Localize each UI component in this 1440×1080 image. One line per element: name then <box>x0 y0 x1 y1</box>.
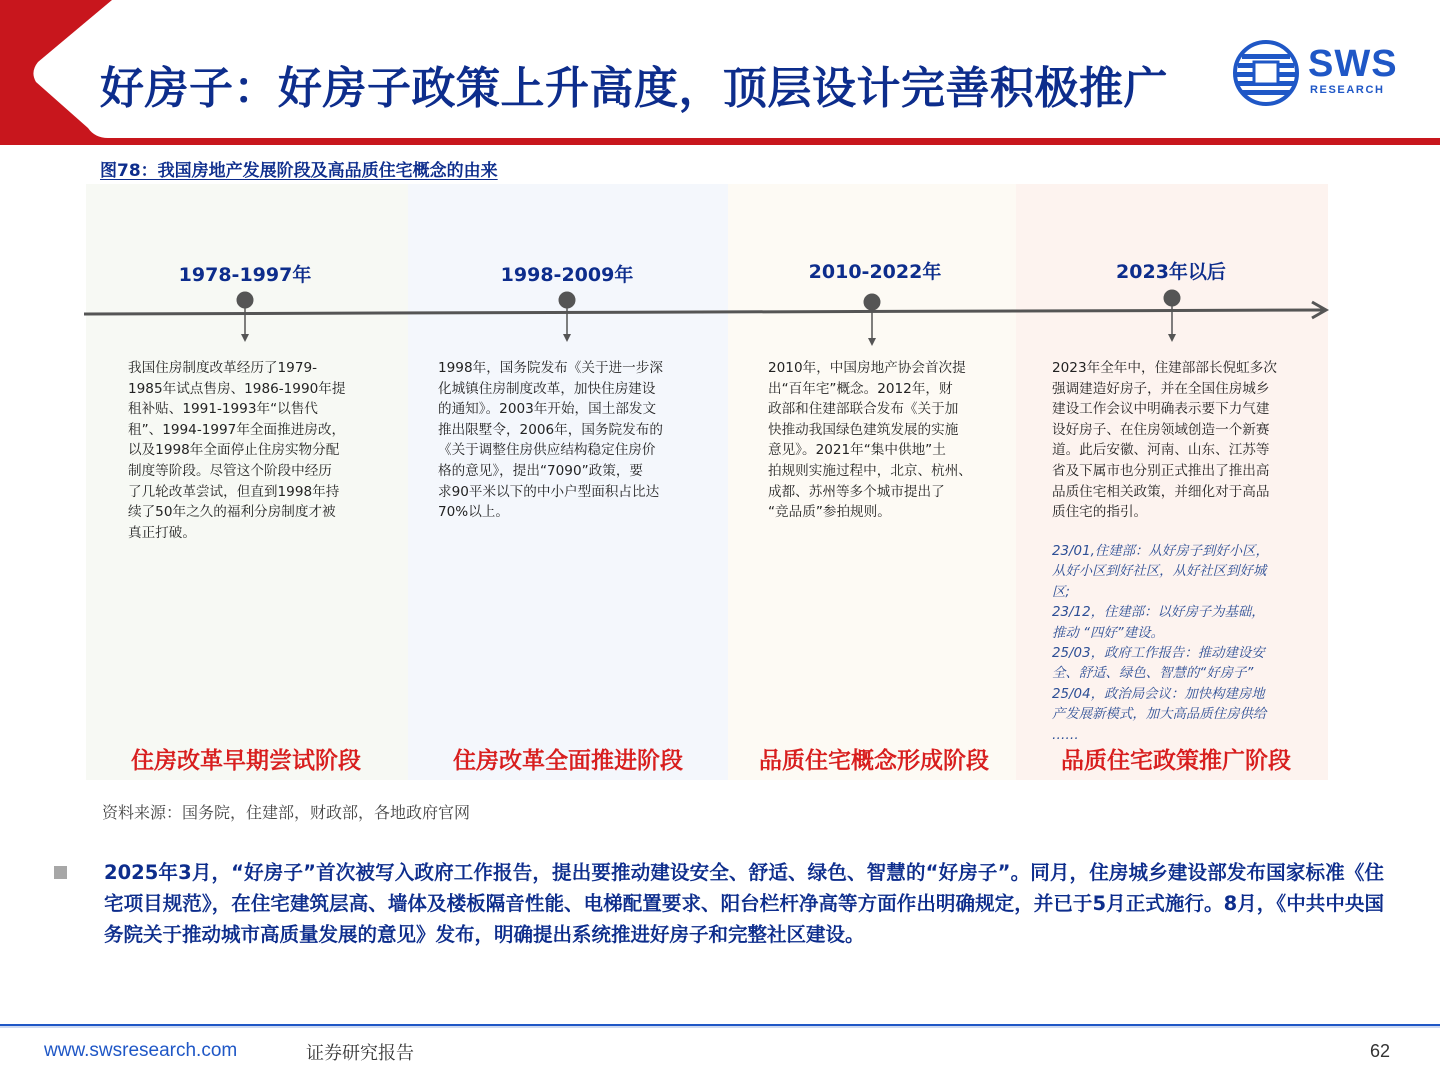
period-text-2: 1998年，国务院发布《关于进一步深 化城镇住房制度改革，加快住房建设 的通知》。2003年开始，国土部发文 推出限墅令，2006年，国务院发布的 《关于调整住房供应结构稳定住房价 格的意见》，提出“7090”政策，要 求90平米以下的中小户型面积占比达 70%以上。 <box>438 360 663 521</box>
logo-subtext: RESEARCH <box>1310 84 1385 96</box>
period-text-4: 2023年全年中，住建部部长倪虹多次 强调建造好房子，并在全国住房城乡 建设工作会议中明确表示要下力气建 设好房子、在住房领域创造一个新赛 道。此后安徽、河南、山东、江苏等 省及下属市也分别正式推出了推出高 品质住宅相关政策，并细化对于高品 质住宅的指引。 <box>1052 360 1277 521</box>
stage-label-3: 品质住宅概念形成阶段 <box>759 748 989 774</box>
period-year-4: 2023年以后 <box>1116 261 1226 283</box>
footer-divider <box>0 1024 1440 1028</box>
policy-milestones: 23/01,住建部：从好房子到好小区， 从好小区到好社区，从好社区到好城 区; 23/12，住建部：以好房子为基础， 推动 “四好”建设。 25/03，政府工作报告：推动建设安 全、舒适、绿色、智慧的“好房子” 25/04，政治局会议：加快构建房地 产发展新模式，加大高品质住房供给 …… <box>1052 544 1269 743</box>
period-year-3: 2010-2022年 <box>808 261 942 283</box>
period-text-3: 2010年，中国房地产协会首次提 出“百年宅”概念。2012年，财 政部和住建部联合发布《关于加 快推动我国绿色建筑发展的实施 意见》。2021年“集中供地”土 拍规则实施过程中，北京、杭州、 成都、苏州等多个城市提出了 “竞品质”参拍规则。 <box>768 360 972 521</box>
stage-label-1: 住房改革早期尝试阶段 <box>131 748 361 774</box>
period-text-1: 我国住房制度改革经历了1979- 1985年试点售房、1986-1990年提 租补贴、1991-1993年“以售代 租”、1994-1997年全面推进房改， 以及1998年全面停止住房实物分配 制度等阶段。尽管这个阶段中经历 了几轮改革尝试，但直到1998年持 续了50年之久的福利分房制度才被 真正打破。 <box>128 360 346 541</box>
stage-label-2: 住房改革全面推进阶段 <box>453 748 683 774</box>
period-year-1: 1978-1997年 <box>178 264 312 286</box>
bullet-paragraph: 2025年3月，“好房子”首次被写入政府工作报告，提出要推动建设安全、舒适、绿色、智慧的“好房子”。同月，住房城乡建设部发布国家标准《住宅项目规范》，在住宅建筑层高、墙体及楼板隔音性能、电梯配置要求、阳台栏杆净高等方面作出明确规定，并已于5月正式施行。8月，《中共中央国务院关于推动城市高质量发展的意见》发布，明确提出系统推进好房子和完整社区建设。 <box>104 861 1384 946</box>
page-title: 好房子：好房子政策上升高度，顶层设计完善积极推广 <box>100 63 1168 114</box>
timeline-arrow <box>84 296 1334 326</box>
footer-website-link[interactable]: www.swsresearch.com <box>44 1040 238 1061</box>
stage-label-4: 品质住宅政策推广阶段 <box>1061 748 1291 774</box>
footer-doc-type: 证券研究报告 <box>306 1043 414 1064</box>
logo-wordmark: SWS <box>1308 43 1398 85</box>
figure-source: 资料来源：国务院，住建部，财政部，各地政府官网 <box>102 803 471 822</box>
figure-caption: 图78：我国房地产发展阶段及高品质住宅概念的由来 <box>100 161 498 181</box>
bullet-square-icon <box>54 866 67 879</box>
page-number: 62 <box>1370 1041 1391 1061</box>
period-year-2: 1998-2009年 <box>500 264 634 286</box>
